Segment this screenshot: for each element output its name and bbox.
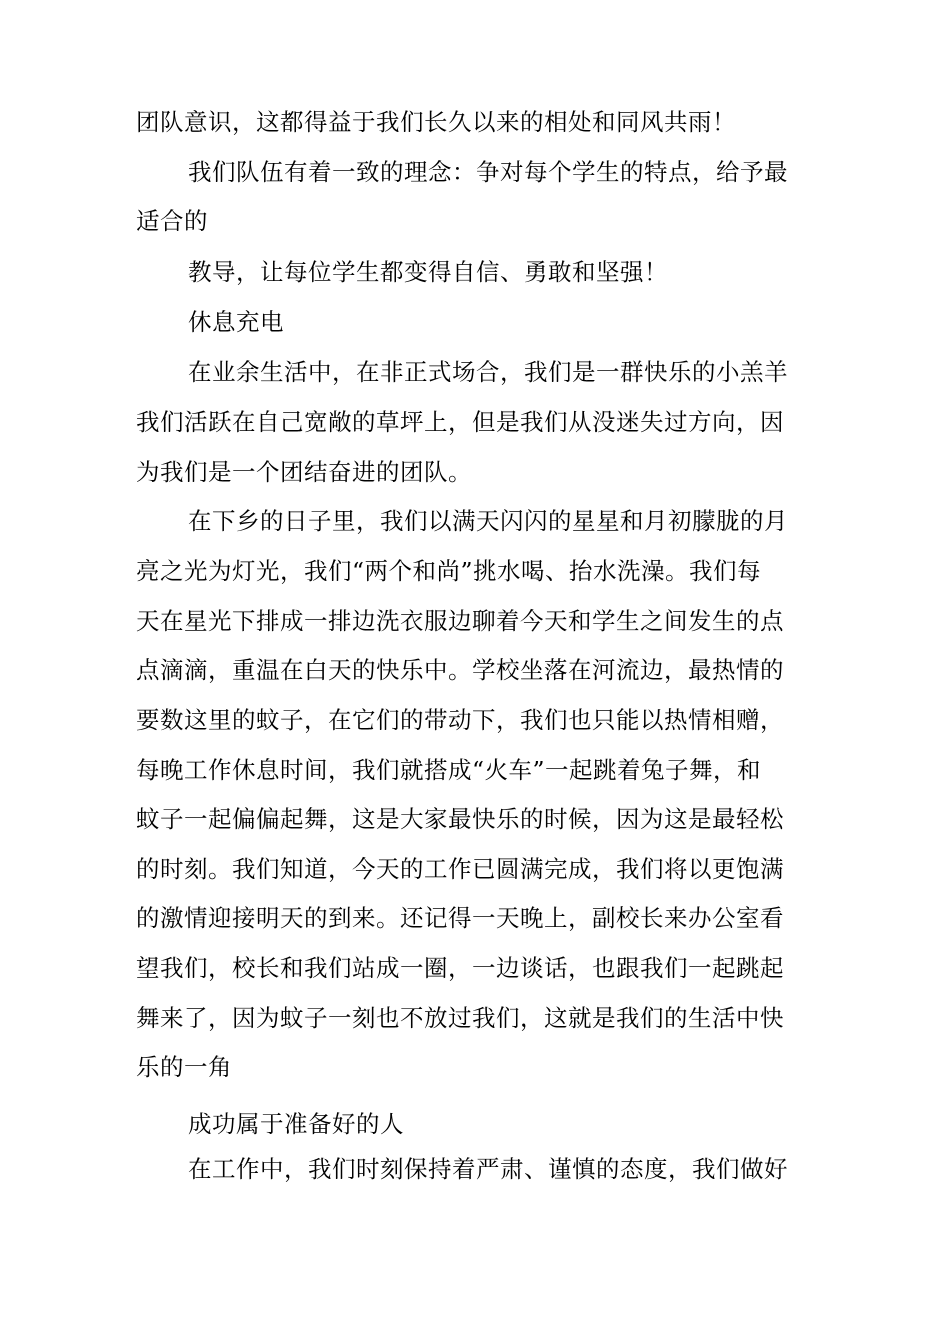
text-line: 适合的 bbox=[136, 207, 208, 235]
section-heading: 成功属于准备好的人 bbox=[188, 1110, 404, 1138]
text-line: 的时刻。我们知道，今天的工作已圆满完成，我们将以更饱满 bbox=[136, 855, 784, 883]
text-line: 舞来了，因为蚊子一刻也不放过我们，这就是我们的生活中快 bbox=[136, 1004, 784, 1032]
text-line: 乐的一角 bbox=[136, 1053, 232, 1081]
text-line: 我们队伍有着一致的理念：争对每个学生的特点，给予最 bbox=[188, 158, 788, 186]
text-line: 为我们是一个团结奋进的团队。 bbox=[136, 458, 472, 486]
text-line: 天在星光下排成一排边洗衣服边聊着今天和学生之间发生的点 bbox=[136, 607, 784, 635]
text-line: 望我们，校长和我们站成一圈，一边谈话，也跟我们一起跳起 bbox=[136, 954, 784, 982]
text-line: 蚊子一起偏偏起舞，这是大家最快乐的时候，因为这是最轻松 bbox=[136, 805, 784, 833]
text-line: 教导，让每位学生都变得自信、勇敢和坚强！ bbox=[188, 258, 668, 286]
text-line: 点滴滴，重温在白天的快乐中。学校坐落在河流边，最热情的 bbox=[136, 656, 784, 684]
text-line: 在工作中，我们时刻保持着严肃、谨慎的态度，我们做好 bbox=[188, 1155, 788, 1183]
text-line: 亮之光为灯光，我们“两个和尚”挑水喝、抬水洗澡。我们每 bbox=[136, 557, 762, 585]
text-line: 我们活跃在自己宽敞的草坪上，但是我们从没迷失过方向，因 bbox=[136, 408, 784, 436]
section-heading: 休息充电 bbox=[188, 308, 284, 336]
text-line: 每晚工作休息时间，我们就搭成“火车”一起跳着兔子舞，和 bbox=[136, 756, 762, 784]
text-line: 在业余生活中，在非正式场合，我们是一群快乐的小羔羊 bbox=[188, 358, 788, 386]
text-line: 要数这里的蚊子，在它们的带动下，我们也只能以热情相赠， bbox=[136, 706, 784, 734]
text-line: 在下乡的日子里，我们以满天闪闪的星星和月初朦胧的月 bbox=[188, 507, 788, 535]
text-line: 的激情迎接明天的到来。还记得一天晚上，副校长来办公室看 bbox=[136, 904, 784, 932]
text-line: 团队意识，这都得益于我们长久以来的相处和同风共雨！ bbox=[136, 108, 736, 136]
